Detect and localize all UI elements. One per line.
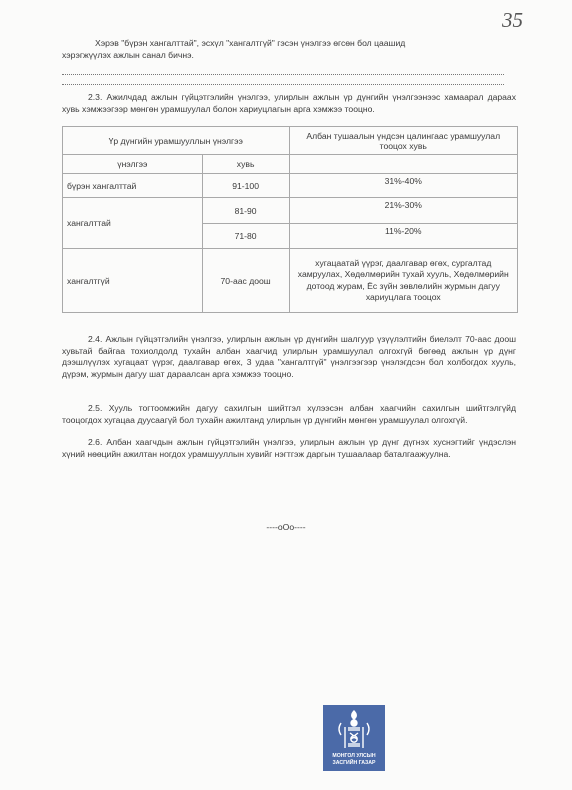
range-cell: 71-80 <box>202 224 289 249</box>
rating-cell: хангалттай <box>63 198 203 249</box>
range-cell: 81-90 <box>202 198 289 224</box>
result-cell: хугацаатай үүрэг, даалгавар өгөх, сургалтад хамруулах, Хөдөлмөрийн тухай хууль, Хөдөлмөрийн дотоод журам, Ёс зүйн зөвлөлийн журмын дагуу хариуцлага тооцох <box>289 249 517 313</box>
intro-line-2: хэрэгжүүлэх ажлын санал бичнэ. <box>62 50 194 60</box>
range-cell: 70-аас доош <box>202 249 289 313</box>
table-subheader-row <box>63 155 518 174</box>
intro-line-1: Хэрэв "бүрэн хангалттай", эсхүл "хангалтгүй" гэсэн үнэлгээ өгсөн бол цаашид <box>95 38 406 48</box>
rating-cell: хангалтгүй <box>63 249 203 313</box>
rating-cell: бүрэн хангалттай <box>63 174 203 198</box>
table-header-row <box>63 127 518 155</box>
result-cell: 11%-20% <box>289 224 517 249</box>
range-cell: 91-100 <box>202 174 289 198</box>
emblem-line-1: МОНГОЛ УЛСЫН <box>332 753 376 759</box>
section-2-6: 2.6. Албан хаагчдын ажлын гүйцэтгэлийн үнэлгээ, улирлын ажлын үр дүнг дүгнэх хуснэгтийг үндэслэн хүний нөөцийн ажилтан ногдох урамшууллын хувийг нэгтгэж даргын тушаалаар баталгаажуулна. <box>62 437 516 459</box>
section-2-4: 2.4. Ажлын гүйцэтгэлийн үнэлгээ, улирлын ажлын үр дүнгийн шалгуур үзүүлэлтийн биелэлт 70-аас доош хувьтай байгаа тохиолдолд тухайн албан хаагчид улирлын урамшуулал олгохгүй бөгөөд ажлын үр дүнг дээшлүүлэх хугацаат үүрэг, даалгавар өгөх, 3 удаа "хангалтгүй" үнэлгээгээр үнэлэгдсэн бол холбогдох хууль, дүрэм, журмын дагуу шат дараалсан арга хэмжээ тооцно. <box>62 334 516 379</box>
end-separator: ----оОо---- <box>266 522 306 532</box>
government-emblem <box>323 705 385 771</box>
empty-cell <box>289 155 517 174</box>
section-2-5: 2.5. Хууль тогтоомжийн дагуу сахилгын шийтгэл хүлээсэн албан хаагчийн сахилгын шийтгэлгүйд тооцогдох хугацаа дуусаагүй бол тухайн ажилтанд улирлын үр дүнгийн мөнгөн урамшуулал олгохгүй. <box>62 403 516 425</box>
soyombo-emblem-icon <box>323 705 385 755</box>
header-right: Албан тушаалын үндсэн цалингаас урамшуулал тооцох хувь <box>289 127 517 155</box>
table-row <box>63 198 518 224</box>
header-left: Үр дүнгийн урамшууллын үнэлгээ <box>63 127 290 155</box>
section-2-3: 2.3. Ажилчдад ажлын гүйцэтгэлийн үнэлгээ, улирлын ажлын үр дүнгийн үнэлгээнээс хамаарал дараах хувь хэмжээгээр мөнгөн урамшуулал болон хариуцлагын арга хэмжээ тооцно. <box>62 92 516 114</box>
dotted-line <box>62 84 504 86</box>
table-row <box>63 249 518 313</box>
dotted-line <box>62 74 504 76</box>
result-cell: 21%-30% <box>289 198 517 224</box>
result-cell: 31%-40% <box>289 174 517 198</box>
emblem-line-2: ЗАСГИЙН ГАЗАР <box>332 760 376 766</box>
page-number: 35 <box>502 8 523 32</box>
incentive-table <box>62 126 518 313</box>
table-row <box>63 174 518 198</box>
sub-col-rating: үнэлгээ <box>63 155 203 174</box>
sub-col-percent: хувь <box>202 155 289 174</box>
